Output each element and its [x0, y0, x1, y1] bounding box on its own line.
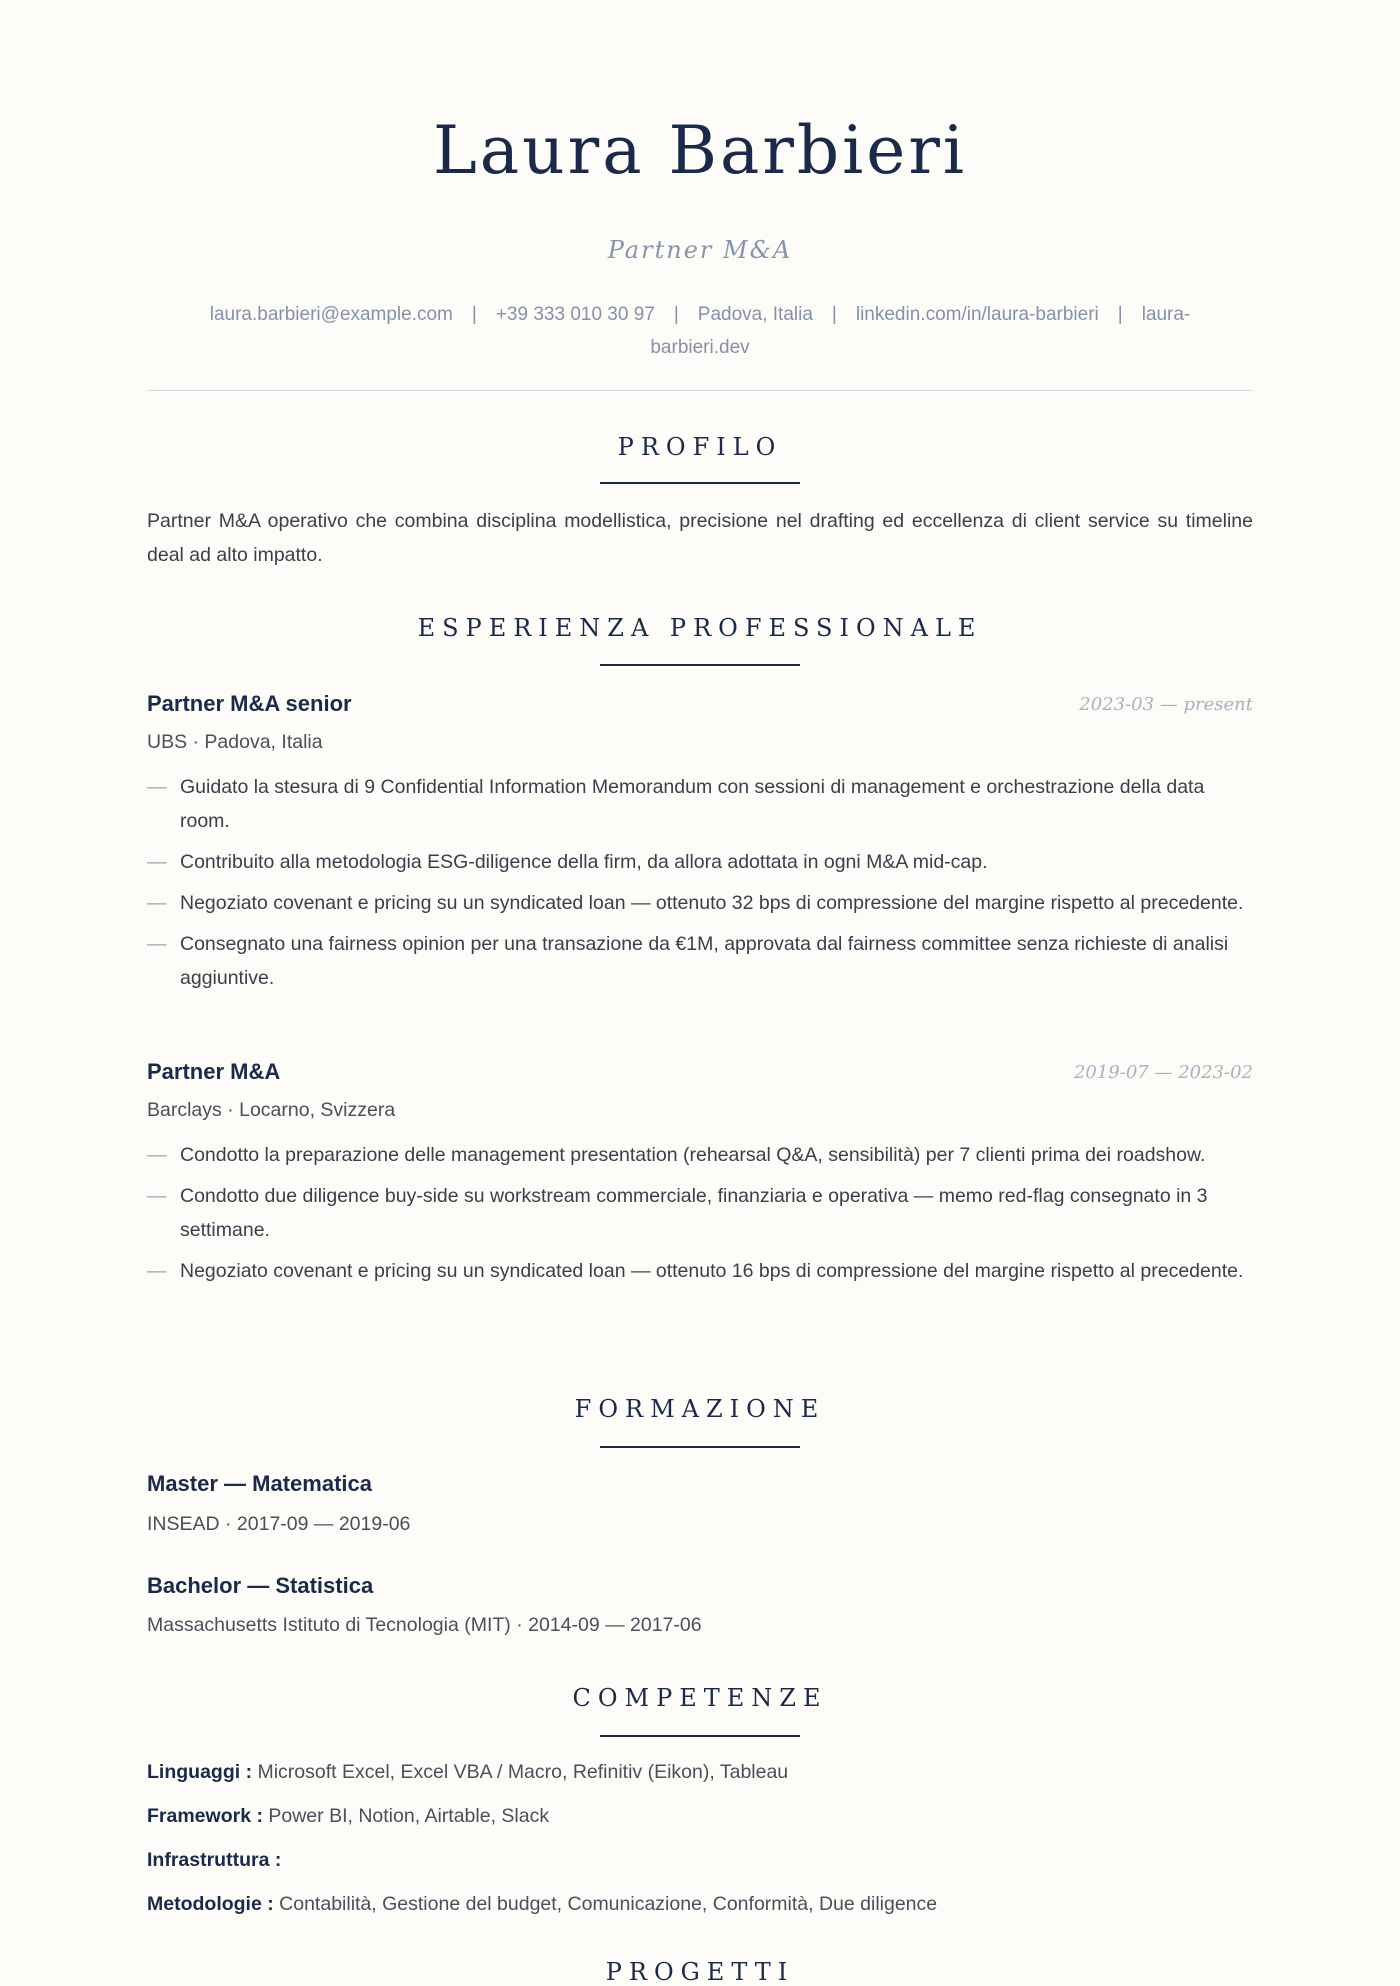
section-underline [600, 1446, 800, 1448]
skill-row [147, 1851, 281, 1871]
job-organization: UBS · Padova, Italia [147, 731, 323, 753]
job-bullets [147, 770, 1253, 1002]
education-meta: INSEAD · 2017-09 — 2019-06 [147, 1513, 411, 1535]
section-title-profile: PROFILO [617, 433, 783, 461]
bullet-dash: — [147, 1144, 167, 1166]
education-meta: Massachusetts Istituto di Tecnologia (MIT) · 2014-09 — 2017-06 [147, 1614, 702, 1636]
contact-website-part1[interactable]: laura- [1141, 304, 1191, 325]
job-bullet: — Negoziato covenant e pricing su un syndicated loan — ottenuto 32 bps di compressione del margine rispetto al precedente. [147, 886, 1253, 920]
education-degree: Master — Matematica [147, 1471, 372, 1496]
job-bullets [147, 1138, 1253, 1295]
job-bullet: — Contribuito alla metodologia ESG-diligence della firm, da allora adottata in ogni M&A mid-cap. [147, 845, 1253, 879]
job-dates: 2023-03 — present [1079, 694, 1253, 715]
section-title-education: FORMAZIONE [574, 1395, 826, 1423]
contact-separator: | [471, 304, 477, 325]
bullet-dash: — [147, 776, 167, 798]
job-bullet: — Negoziato covenant e pricing su un syndicated loan — ottenuto 16 bps di compressione del margine rispetto al precedente. [147, 1254, 1253, 1288]
bullet-dash: — [147, 892, 167, 914]
contact-separator: | [831, 304, 837, 325]
section-title-experience: ESPERIENZA PROFESSIONALE [417, 614, 983, 642]
bullet-dash: — [147, 1185, 167, 1207]
skill-row [147, 1807, 549, 1827]
skill-label: Framework : [147, 1805, 263, 1827]
contact-location: Padova, Italia [697, 304, 813, 325]
contact-linkedin[interactable]: linkedin.com/in/laura-barbieri [855, 304, 1099, 325]
profile-text: Partner M&A operativo che combina disciplina modellistica, precisione nel drafting ed eccellenza di client service su timeline deal ad alto impatto. [147, 510, 1253, 566]
education-degree: Bachelor — Statistica [147, 1573, 374, 1598]
header-divider [147, 390, 1253, 391]
job-bullet: — Condotto due diligence buy-side su workstream commerciale, finanziaria e operativa — memo red-flag consegnato in 3 settimane. [147, 1179, 1253, 1247]
job-bullet: — Condotto la preparazione delle management presentation (rehearsal Q&A, sensibilità) per 7 clienti prima dei roadshow. [147, 1138, 1253, 1172]
candidate-title: Partner M&A [607, 236, 793, 264]
job-bullet: — Guidato la stesura di 9 Confidential Information Memorandum con sessioni di management e orchestrazione della data room. [147, 770, 1253, 838]
section-title-skills: COMPETENZE [572, 1684, 828, 1712]
bullet-dash: — [147, 851, 167, 873]
contact-line [147, 298, 1253, 364]
skill-label: Metodologie : [147, 1893, 274, 1915]
contact-website-part2[interactable]: barbieri.dev [650, 337, 750, 358]
job-dates: 2019-07 — 2023-02 [1073, 1062, 1253, 1083]
contact-separator: | [1117, 304, 1123, 325]
bullet-dash: — [147, 933, 167, 955]
contact-email[interactable]: laura.barbieri@example.com [209, 304, 453, 325]
job-role: Partner M&A senior [147, 691, 352, 716]
skill-label: Infrastruttura : [147, 1849, 282, 1871]
bullet-dash: — [147, 1260, 167, 1282]
skill-value: Contabilità, Gestione del budget, Comunicazione, Conformità, Due diligence [279, 1893, 938, 1915]
job-bullet: — Consegnato una fairness opinion per una transazione da €1M, approvata dal fairness committee senza richieste di analisi aggiuntive. [147, 927, 1253, 995]
contact-separator: | [673, 304, 679, 325]
contact-phone[interactable]: +39 333 010 30 97 [495, 304, 655, 325]
skill-value: Power BI, Notion, Airtable, Slack [268, 1805, 550, 1827]
job-role: Partner M&A [147, 1059, 281, 1084]
skill-row [147, 1895, 937, 1915]
skill-row [147, 1763, 788, 1783]
section-underline [600, 664, 800, 666]
section-title-projects: PROGETTI [605, 1958, 795, 1986]
skill-value: Microsoft Excel, Excel VBA / Macro, Refinitiv (Eikon), Tableau [257, 1761, 789, 1783]
job-organization: Barclays · Locarno, Svizzera [147, 1099, 396, 1121]
candidate-name: Laura Barbieri [432, 112, 968, 189]
skill-label: Linguaggi : [147, 1761, 253, 1783]
section-underline [600, 1735, 800, 1737]
section-underline [600, 482, 800, 484]
